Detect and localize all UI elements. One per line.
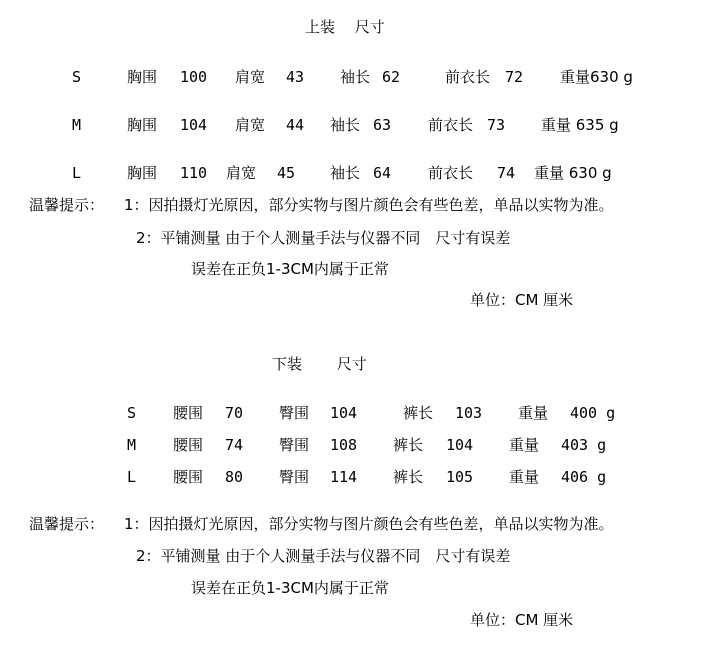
top-l-label-sleeve: 袖长 bbox=[330, 164, 361, 182]
bottom-tip-1: 1：因拍摄灯光原因，部分实物与图片颜色会有些色差，单品以实物为准。 bbox=[124, 515, 614, 533]
bottom-m-label-hip: 臀围 bbox=[279, 436, 310, 454]
top-s-label-shoulder: 肩宽 bbox=[235, 68, 266, 86]
bottom-l-hip: 114 bbox=[330, 468, 358, 486]
bottom-l-label-weight: 重量 bbox=[509, 468, 540, 486]
top-m-label-shoulder: 肩宽 bbox=[235, 116, 266, 134]
top-s-label-chest: 胸围 bbox=[127, 68, 158, 86]
bottom-l-label-length: 裤长 bbox=[393, 468, 424, 486]
bottom-title: 下装 尺寸 bbox=[272, 355, 367, 373]
bottom-l-label-waist: 腰围 bbox=[173, 468, 204, 486]
top-s-sleeve: 62 bbox=[382, 68, 401, 86]
top-s-weight: 重量630 g bbox=[560, 68, 633, 86]
top-m-label-chest: 胸围 bbox=[127, 116, 158, 134]
top-l-length: 74 bbox=[497, 164, 516, 182]
bottom-tip-label: 温馨提示： bbox=[29, 515, 105, 533]
top-m-weight: 重量 635 g bbox=[541, 116, 619, 134]
bottom-s-waist: 70 bbox=[225, 404, 244, 422]
bottom-m-label-weight: 重量 bbox=[509, 436, 540, 454]
bottom-l-waist: 80 bbox=[225, 468, 244, 486]
bottom-m-label-length: 裤长 bbox=[393, 436, 424, 454]
bottom-tip-2: 2：平铺测量 由于个人测量手法与仪器不同 尺寸有误差 bbox=[136, 547, 511, 565]
top-s-label-length: 前衣长 bbox=[445, 68, 491, 86]
top-s-label-sleeve: 袖长 bbox=[340, 68, 371, 86]
bottom-size-m: M bbox=[127, 436, 137, 454]
bottom-s-label-weight: 重量 bbox=[518, 404, 549, 422]
top-size-s: S bbox=[72, 68, 82, 86]
top-tip-2: 2：平铺测量 由于个人测量手法与仪器不同 尺寸有误差 bbox=[136, 229, 511, 247]
top-m-length: 73 bbox=[487, 116, 506, 134]
bottom-m-label-waist: 腰围 bbox=[173, 436, 204, 454]
bottom-m-hip: 108 bbox=[330, 436, 358, 454]
top-l-sleeve: 64 bbox=[373, 164, 392, 182]
top-s-chest: 100 bbox=[180, 68, 208, 86]
top-tip-1: 1：因拍摄灯光原因，部分实物与图片颜色会有些色差，单品以实物为准。 bbox=[124, 196, 614, 214]
bottom-s-label-hip: 臀围 bbox=[279, 404, 310, 422]
bottom-m-waist: 74 bbox=[225, 436, 244, 454]
top-unit: 单位：CM 厘米 bbox=[470, 291, 574, 309]
top-s-length: 72 bbox=[505, 68, 524, 86]
bottom-s-weight: 400 g bbox=[570, 404, 616, 422]
bottom-size-l: L bbox=[127, 468, 137, 486]
top-l-shoulder: 45 bbox=[277, 164, 296, 182]
bottom-l-weight: 406 g bbox=[561, 468, 607, 486]
top-l-weight: 重量 630 g bbox=[534, 164, 612, 182]
top-m-chest: 104 bbox=[180, 116, 208, 134]
top-m-shoulder: 44 bbox=[286, 116, 305, 134]
bottom-unit: 单位：CM 厘米 bbox=[470, 611, 574, 629]
bottom-m-weight: 403 g bbox=[561, 436, 607, 454]
top-l-label-length: 前衣长 bbox=[428, 164, 474, 182]
top-m-sleeve: 63 bbox=[373, 116, 392, 134]
bottom-s-length: 103 bbox=[455, 404, 483, 422]
bottom-s-hip: 104 bbox=[330, 404, 358, 422]
top-l-label-shoulder: 肩宽 bbox=[226, 164, 257, 182]
bottom-tip-3: 误差在正负1-3CM内属于正常 bbox=[191, 579, 389, 597]
top-size-m: M bbox=[72, 116, 82, 134]
top-l-label-chest: 胸围 bbox=[127, 164, 158, 182]
bottom-s-label-waist: 腰围 bbox=[173, 404, 204, 422]
top-l-chest: 110 bbox=[180, 164, 208, 182]
bottom-size-s: S bbox=[127, 404, 137, 422]
top-title: 上装 尺寸 bbox=[305, 18, 385, 36]
bottom-l-length: 105 bbox=[446, 468, 474, 486]
top-size-l: L bbox=[72, 164, 82, 182]
top-m-label-sleeve: 袖长 bbox=[330, 116, 361, 134]
top-tip-label: 温馨提示： bbox=[29, 196, 105, 214]
bottom-m-length: 104 bbox=[446, 436, 474, 454]
top-tip-3: 误差在正负1-3CM内属于正常 bbox=[191, 260, 389, 278]
top-m-label-length: 前衣长 bbox=[428, 116, 474, 134]
top-s-shoulder: 43 bbox=[286, 68, 305, 86]
bottom-l-label-hip: 臀围 bbox=[279, 468, 310, 486]
bottom-s-label-length: 裤长 bbox=[403, 404, 434, 422]
